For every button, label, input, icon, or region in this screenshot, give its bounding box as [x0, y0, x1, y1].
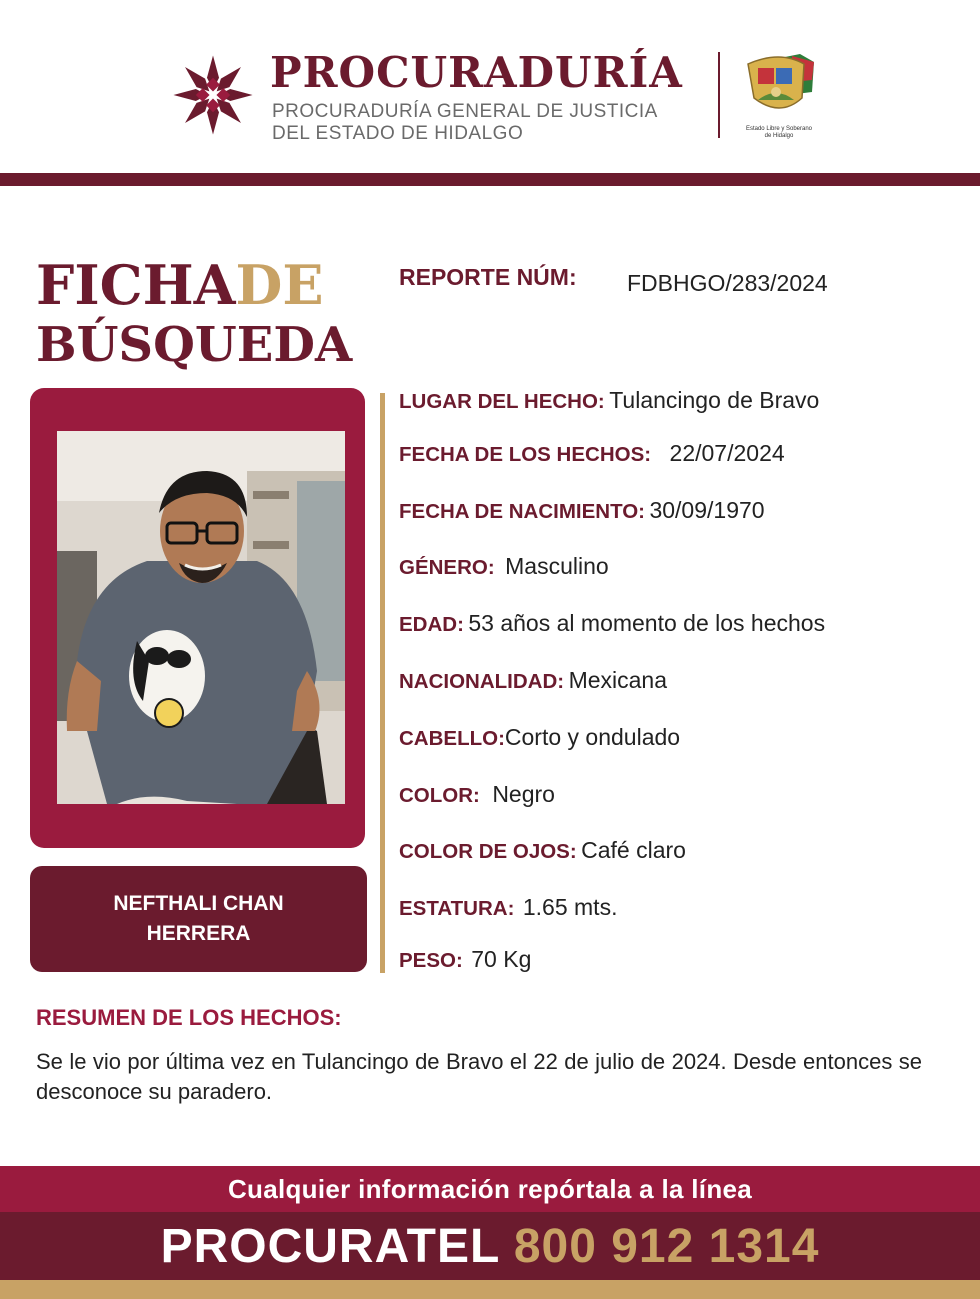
field-label: EDAD: [399, 613, 464, 636]
coat-caption [732, 126, 826, 140]
hidalgo-coat-of-arms-icon [740, 52, 818, 118]
field-peso [399, 946, 531, 973]
footer-hotline-bar [0, 1212, 980, 1280]
field-value: Corto y ondulado [504, 724, 681, 750]
page-title-line1 [36, 253, 324, 317]
field-lugar-del-hecho [399, 387, 819, 414]
procuraduria-logo-icon [170, 52, 256, 138]
field-label: FECHA DE LOS HECHOS: [399, 443, 652, 466]
field-label: CABELLO: [399, 727, 505, 750]
field-value: Masculino [505, 553, 609, 579]
field-label: ESTATURA: [399, 897, 515, 920]
field-value: 70 Kg [471, 946, 532, 972]
summary-body: Se le vio por última vez en Tulancingo de Bravo el 22 de julio de 2024. Desde entonces se desconoce su paradero. [36, 1049, 922, 1104]
gold-vertical-divider [380, 393, 385, 973]
brand-title: PROCURADURÍA [270, 48, 683, 97]
field-genero [399, 553, 609, 580]
footer-gold-strip [0, 1280, 980, 1299]
field-value: 1.65 mts. [522, 894, 618, 920]
footer-info-bar [0, 1166, 980, 1212]
footer-info-text: Cualquier información repórtala a la línea [227, 1173, 753, 1204]
hotline-service-name: PROCURATEL [160, 1219, 500, 1273]
hotline-phone-number[interactable]: 800 912 1314 [513, 1219, 820, 1273]
coat-caption-line1: Estado Libre y Soberano [745, 126, 813, 132]
footer-hotline [161, 1219, 820, 1274]
field-nacionalidad [399, 667, 667, 694]
field-value: Negro [492, 781, 555, 807]
field-value: 22/07/2024 [669, 440, 785, 466]
field-edad [399, 610, 825, 637]
field-label: NACIONALIDAD: [399, 670, 565, 693]
summary-title: RESUMEN DE LOS HECHOS: [36, 1005, 342, 1030]
top-divider-bar [0, 173, 980, 186]
missing-person-photo [57, 431, 345, 804]
person-name: NEFTHALI CHAN HERRERA [113, 892, 284, 945]
field-label: GÉNERO: [399, 556, 495, 579]
header-divider [718, 52, 720, 138]
field-fecha-de-nacimiento [399, 497, 765, 524]
person-name-box [30, 866, 367, 972]
field-value: Tulancingo de Bravo [609, 387, 820, 413]
title-de: DE [235, 253, 324, 317]
field-label: FECHA DE NACIMIENTO: [399, 500, 645, 523]
field-value: 30/09/1970 [649, 497, 765, 523]
field-label: LUGAR DEL HECHO: [399, 390, 605, 413]
field-fecha-de-los-hechos [399, 440, 785, 467]
report-number-label: REPORTE NÚM: [399, 264, 577, 290]
report-number-value: FDBHGO/283/2024 [627, 270, 828, 296]
person-photo-illustration [57, 431, 345, 804]
field-cabello [399, 724, 680, 751]
field-label: COLOR: [399, 784, 480, 807]
field-label: PESO: [399, 949, 463, 972]
field-value: Mexicana [568, 667, 668, 693]
brand-subtitle-line1: PROCURADURÍA GENERAL DE JUSTICIA [272, 101, 658, 122]
field-color-de-ojos [399, 837, 686, 864]
field-label: COLOR DE OJOS: [399, 840, 577, 863]
field-value: 53 años al momento de los hechos [468, 610, 826, 636]
field-color [399, 781, 555, 808]
brand-subtitle-line2: DEL ESTADO DE HIDALGO [272, 123, 524, 144]
coat-caption-line2: de Hidalgo [764, 133, 794, 139]
page-title-line2: BÚSQUEDA [36, 317, 353, 373]
field-estatura [399, 894, 617, 921]
title-ficha: FICHA [36, 253, 236, 317]
field-value: Café claro [581, 837, 686, 863]
